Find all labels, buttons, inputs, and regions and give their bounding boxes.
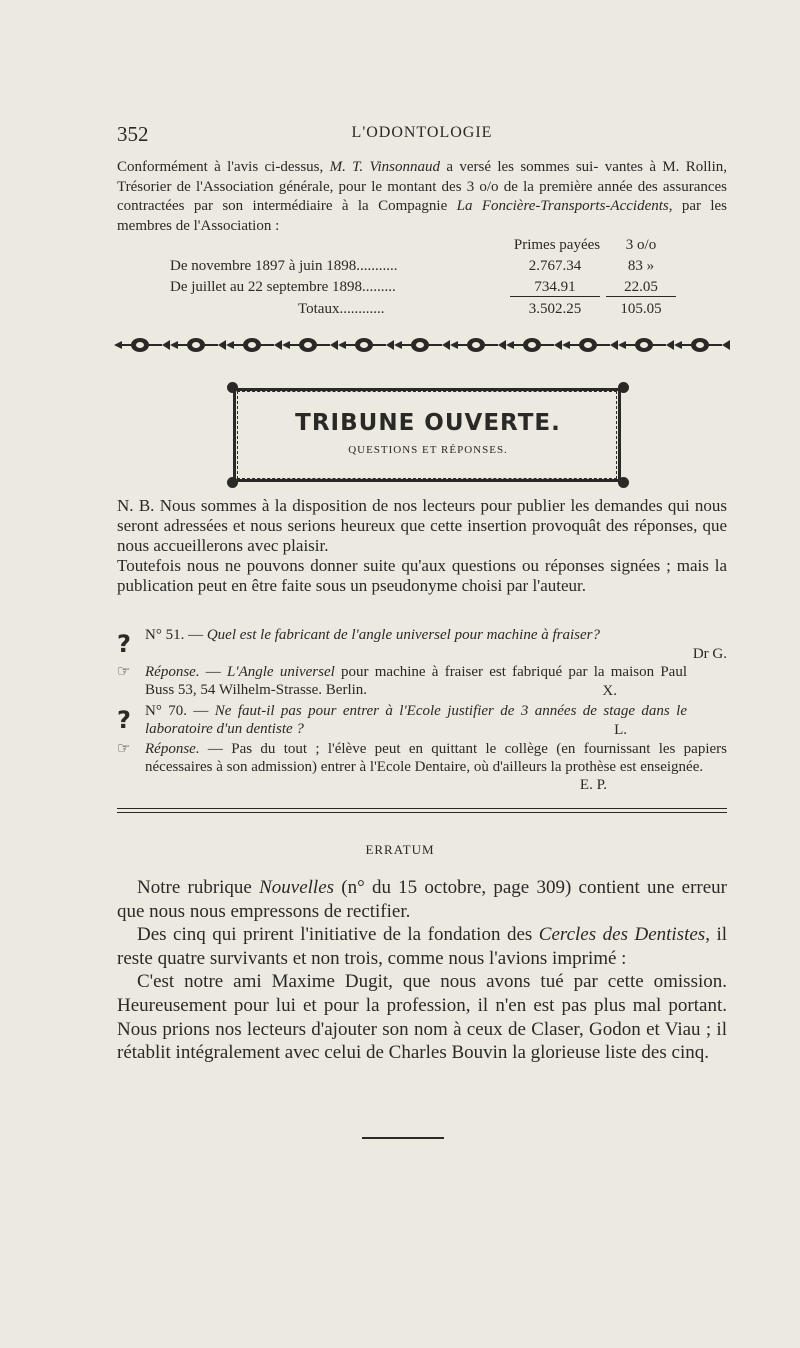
answer-text: — Pas du tout ; l'élève peut en quittant le collège (en fournissant les papiers nécessaires à son admission) entrer à l'Ecole Dentaire, où d'ailleurs la prothèse est enseignée. <box>145 741 727 775</box>
question-51 <box>117 626 727 666</box>
intro-text: a versé les sommes sui- <box>440 159 599 175</box>
row-label: De juillet au 22 septembre 1898......... <box>170 279 396 295</box>
answer-text: pour machine à fraiser est fabriqué par la maison Paul Buss 53, 54 Wilhelm-Strasse. Berlin. <box>145 664 687 698</box>
row-pct: 105.05 <box>620 301 662 317</box>
intro-company: La Foncière-Transports-Accidents <box>456 198 669 214</box>
erratum-body <box>117 876 727 1065</box>
corner-dot <box>227 477 238 488</box>
intro-text: vantes à M. Rollin, Trésorier de l'Association générale, pour le montant des 3 o/o <box>117 159 728 195</box>
answer-51 <box>117 663 727 703</box>
intro-text: de la première année des assurances contractées par son intermédiaire à la <box>117 178 728 214</box>
table-row <box>170 258 690 278</box>
answer-label: Réponse. <box>145 664 200 680</box>
answer-dash: — <box>199 664 228 680</box>
corner-dot <box>227 382 238 393</box>
tribune-box <box>227 380 629 490</box>
intro-text: , par les membres de l'Association : <box>117 198 728 234</box>
section-subtitle: QUESTIONS ET RÉPONSES. <box>348 444 508 456</box>
erratum-title: ERRATUM <box>365 842 435 857</box>
running-title: L'ODONTOLOGIE <box>351 124 493 141</box>
erratum-paragraph <box>117 876 727 923</box>
question-number: N° 70. — <box>145 703 215 719</box>
question-number: N° 51. — <box>145 627 207 643</box>
erratum-cercles: Cercles des Dentistes <box>538 924 706 946</box>
intro-text: Conformément à l'avis ci-dessus, <box>117 159 330 175</box>
nb-text: N. B. Nous sommes à la disposition de nos lecteurs pour publier les demandes qui nous seront adressées et nous serions heureux que cette insertion provoquât des réponses, que nous accueillerons avec plaisir. <box>117 496 727 555</box>
intro-text: Compagnie <box>378 198 457 214</box>
page-header <box>117 122 727 148</box>
row-label: Totaux............ <box>298 301 385 317</box>
header-pct: 3 o/o <box>625 237 657 253</box>
answer-signature: X. <box>602 683 617 699</box>
header-amount: Primes payées <box>513 237 601 253</box>
question-signature: Dr G. <box>692 646 727 662</box>
nb-text-2: Toutefois nous ne pouvons donner suite qu'aux questions ou réponses signées ; mais la publication peut en être faite sous un pseudonyme choisi par l'auteur. <box>117 556 727 595</box>
erratum-text: (n° du 15 octobre, page 309) contient une erreur que nous nous empressons de rectifier. <box>117 877 727 922</box>
row-pct: 22.05 <box>606 279 676 297</box>
corner-dot <box>618 382 629 393</box>
nb-paragraph <box>117 496 727 596</box>
row-amount: 734.91 <box>510 279 600 297</box>
erratum-paragraph: C'est notre ami Maxime Dugit, que nous avons tué par cette omission. Heureusement pour lui et pour la profession, il n'en est pas plus mal portant. Nous prions nos lecteurs d'ajouter son nom à ceux de Claser, Godon et Viau ; il rétablit intégralement avec celui de Charles Bouvin la glorieuse liste des cinq. <box>117 971 727 1064</box>
question-70 <box>117 702 727 742</box>
answer-signature: E. P. <box>579 777 607 793</box>
corner-dot <box>618 477 629 488</box>
erratum-paragraph <box>117 923 727 970</box>
erratum-text: Notre rubrique <box>137 877 260 898</box>
table-total-row <box>170 301 690 321</box>
question-mark-icon: ? <box>117 706 131 734</box>
answer-70 <box>117 740 727 796</box>
answer-lead: L'Angle universel <box>227 664 335 680</box>
row-amount: 2.767.34 <box>528 258 582 274</box>
page-number: 352 <box>117 122 149 146</box>
question-mark-icon: ? <box>117 630 131 658</box>
double-rule-top <box>117 808 727 809</box>
section-title: TRIBUNE OUVERTE. <box>295 410 561 436</box>
answer-label: Réponse. <box>145 741 200 757</box>
table-header-row <box>170 237 690 257</box>
intro-paragraph <box>117 158 727 236</box>
row-amount: 3.502.25 <box>528 301 582 317</box>
erratum-text: , il reste quatre survivants et non trois, comme nous l'avions imprimé : <box>117 924 728 969</box>
erratum-text: Des cinq qui prirent l'initiative de la fondation des <box>137 924 539 946</box>
erratum-rubric: Nouvelles <box>259 877 335 898</box>
question-text: Ne faut-il pas pour entrer à l'Ecole justifier de 3 années de stage dans le laboratoire d'un dentiste ? <box>145 703 687 737</box>
question-signature: L. <box>614 722 627 738</box>
intro-name: M. T. Vinsonnaud <box>329 159 441 175</box>
closing-rule <box>362 1137 444 1139</box>
row-pct: 83 » <box>627 258 655 274</box>
table-row <box>170 279 690 299</box>
ornament-divider <box>114 334 730 356</box>
row-label: De novembre 1897 à juin 1898........... <box>170 258 398 274</box>
pointing-hand-icon: ☞ <box>117 664 131 680</box>
pointing-hand-icon: ☞ <box>117 741 131 757</box>
double-rule-bottom <box>117 812 727 813</box>
question-text: Quel est le fabricant de l'angle universel pour machine à fraiser? <box>206 627 600 643</box>
